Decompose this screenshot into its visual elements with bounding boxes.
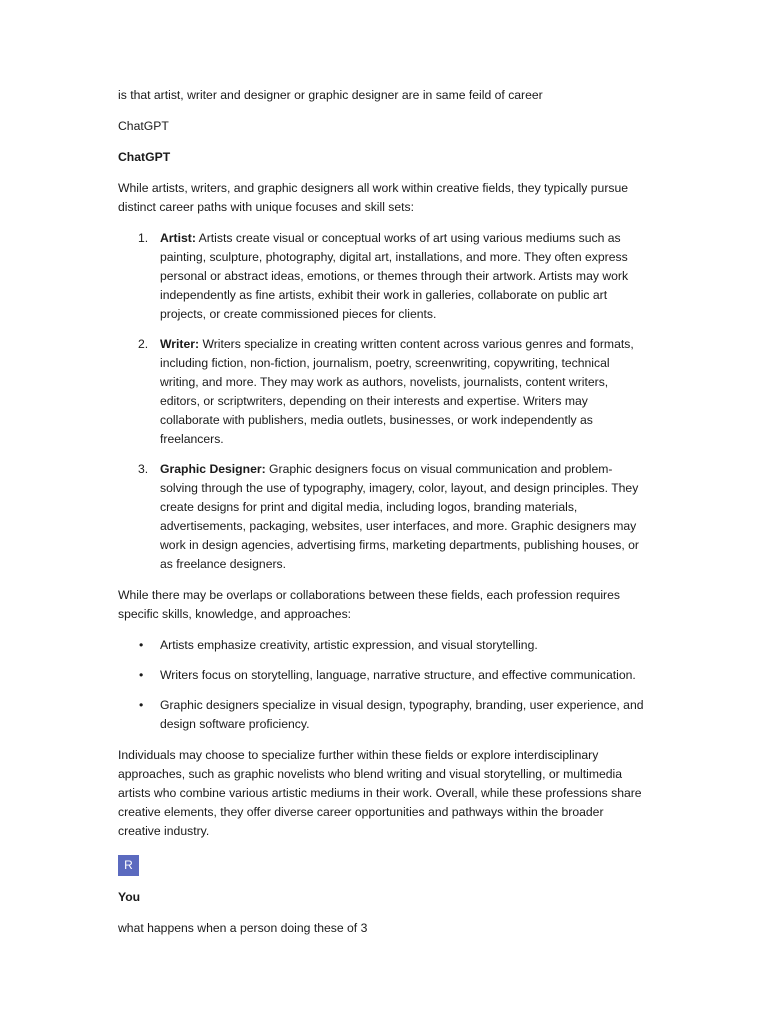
bullet-icon: •: [139, 698, 144, 712]
bullet-text: Writers focus on storytelling, language, narrative structure, and effective communication.: [160, 668, 636, 682]
assistant-label: ChatGPT: [118, 119, 169, 133]
followup-prompt-text: what happens when a person doing these of 3: [118, 921, 368, 935]
overlap-paragraph: While there may be overlaps or collaborations between these fields, each profession requires specific skills, knowledge, and approaches:: [118, 588, 620, 621]
list-term: Graphic Designer:: [160, 462, 266, 476]
list-term: Writer:: [160, 337, 200, 351]
list-number: 3.: [138, 462, 149, 476]
list-number: 2.: [138, 337, 149, 351]
bullet-icon: •: [139, 668, 144, 682]
document-page: [118, 86, 648, 938]
intro-paragraph: While artists, writers, and graphic designers all work within creative fields, they typically pursue distinct career paths with unique focuses and skill sets:: [118, 181, 629, 214]
list-item-writer: [118, 335, 648, 449]
list-item-artist: [118, 229, 648, 324]
list-number: 1.: [138, 231, 149, 245]
bullet-text: Graphic designers specialize in visual design, typography, branding, user experience, and design software proficiency.: [160, 698, 644, 731]
skills-bullet-list: [118, 636, 648, 734]
list-term: Artist:: [160, 231, 196, 245]
list-text: Artists create visual or conceptual works of art using various mediums such as painting, sculpture, photography, digital art, installations, and more. They often express personal or abstract ideas, emotions, or themes through their artwork. Artists may work independently as fine artists, exhibit their work in galleries, collaborate on public art projects, or create commissioned pieces for clients.: [160, 231, 629, 321]
bullet-item: [118, 696, 648, 734]
bullet-text: Artists emphasize creativity, artistic expression, and visual storytelling.: [160, 638, 538, 652]
list-item-graphic-designer: [118, 460, 648, 574]
closing-paragraph: Individuals may choose to specialize further within these fields or explore interdisciplinary approaches, such as graphic novelists who blend writing and visual storytelling, or multimedia artists who combine various artistic mediums in their work. Overall, while these professions share creative elements, they offer diverse career opportunities and pathways within the broader creative industry.: [118, 748, 642, 838]
bullet-item: [118, 636, 648, 655]
bullet-icon: •: [139, 638, 144, 652]
career-list: [118, 229, 648, 574]
user-label: You: [118, 890, 141, 904]
assistant-label-bold: ChatGPT: [118, 150, 171, 164]
bullet-item: [118, 666, 648, 685]
user-avatar: R: [118, 855, 139, 876]
list-text: Graphic designers focus on visual communication and problem-solving through the use of typography, imagery, color, layout, and design principles. They create designs for print and digital media, including logos, branding materials, advertisements, packaging, websites, user interfaces, and more. Graphic designers may work in design agencies, advertising firms, marketing departments, publishing houses, or as freelance designers.: [160, 462, 639, 571]
user-prompt-text: is that artist, writer and designer or graphic designer are in same feild of career: [118, 88, 543, 102]
list-text: Writers specialize in creating written content across various genres and formats, including fiction, non-fiction, journalism, poetry, screenwriting, copywriting, technical writing, and more. They may work as authors, novelists, journalists, content writers, editors, or scriptwriters, depending on their interests and expertise. Writers may collaborate with publishers, media outlets, businesses, or work independently as freelancers.: [160, 337, 634, 446]
